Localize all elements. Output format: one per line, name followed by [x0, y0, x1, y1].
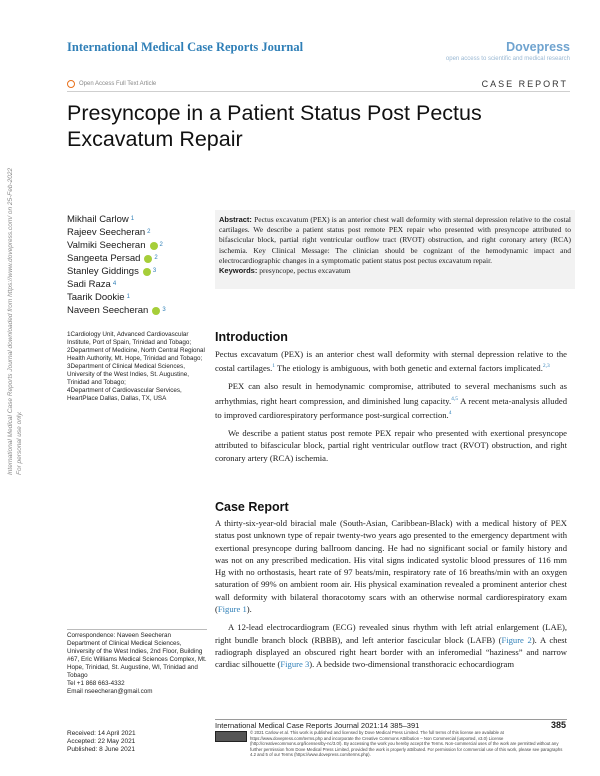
abstract-label: Abstract:	[219, 215, 252, 224]
author[interactable]: Rajeev Seecheran 2	[67, 227, 151, 238]
affiliation: 4Department of Cardiovascular Services, HeartPlace Dallas, Dallas, TX, USA	[67, 387, 182, 402]
page-number: 385	[550, 720, 566, 730]
case-report-heading: Case Report	[215, 500, 289, 514]
author[interactable]: Mikhail Carlow 1	[67, 214, 135, 225]
affiliations	[67, 331, 207, 403]
creative-commons-icon[interactable]	[215, 731, 247, 742]
author[interactable]: Stanley Giddings 3	[67, 266, 157, 277]
case-report-body	[215, 517, 567, 671]
orcid-icon[interactable]	[144, 255, 152, 263]
figure-link[interactable]: Figure 3	[280, 659, 310, 670]
abstract-text: Pectus excavatum (PEX) is an anterior chest wall deformity with sternal depression relative to the costal cartilages. We describe a patient status post remote PEX repair who presented with presyncope attributed to bifascicular block, partial right ventricular outflow tract (RVOT) obstruction, and right coronary artery (RCA) ischemia. Key Clinical Message: The clinician should be cognizant of the hemodynamic impact and electrocardiographic changes in a symptomatic patient status post pectus excavatum repair.	[219, 215, 572, 265]
paragraph: Pectus excavatum (PEX) is an anterior chest wall deformity with sternal depression relative to the costal cartilages.$^1$ The etiology is ambiguous, with both genetic and external factors implicated.$^{2,3}$	[215, 349, 567, 374]
publisher-tagline: open access to scientific and medical research	[445, 56, 570, 62]
download-watermark	[6, 168, 24, 475]
footer-divider	[215, 719, 567, 720]
author-list	[67, 213, 166, 317]
article-dates	[67, 730, 136, 754]
correspondence-email[interactable]: Email nseecheran@gmail.com	[67, 688, 153, 695]
author[interactable]: Taarik Dookie 1	[67, 292, 130, 303]
paragraph: A thirty-six-year-old biracial male (South-Asian, Caribbean-Black) with a medical history of PEX status post unknown type of repair twenty-two years ago presented to the emergency department with exertional presyncope during ballroom dancing. He had no significant social or family history and was not on any prescribed medication. His vital signs indicated systolic blood pressures of 116 mm Hg with no orthostasis, heart rate of 97 beats/min, respiratory rate of 16 breaths/min with an oxygen saturation of 99% on ambient room air. His physical examination revealed a prominent anterior chest wall deformity with bilateral thoracotomy scars with an otherwise normal cardiorespiratory exam (Figure 1).	[215, 518, 567, 615]
citation[interactable]: 1	[272, 363, 276, 370]
publisher-logo[interactable]: Dovepress	[506, 40, 570, 54]
paragraph: A 12-lead electrocardiogram (ECG) revealed sinus rhythm with left atrial enlargement (LAE), right bundle branch block (RBBB), and left anterior fascicular block (LAFB) (Figure 2). A chest radiograph displayed an obscured right heart border with an inferomedial “haziness” and narrow cardiac silhouette (Figure 3). A bedside two-dimensional transthoracic echocardiogram	[215, 622, 567, 670]
correspondence	[67, 632, 207, 696]
footer-journal: International Medical Case Reports Journal 2021:14 385–391	[215, 721, 420, 730]
paragraph: PEX can also result in hemodynamic compromise, attributed to several mechanisms such as arrhythmias, right heart compression, and diminished lung capacity.$^{4,5}$ A recent meta-analysis alluded to improved cardiorespiratory performance post-surgical correction.$^4$	[215, 381, 568, 420]
figure-link[interactable]: Figure 1	[217, 604, 247, 615]
introduction-heading: Introduction	[215, 330, 288, 344]
journal-name[interactable]: International Medical Case Reports Journal	[67, 40, 304, 54]
affiliation: 3Department of Clinical Medical Sciences, University of the West Indies, St. Augustine, Trinidad and Tobago;	[67, 363, 190, 386]
paragraph: We describe a patient status post remote PEX repair who presented with exertional presyncope attributed to bifascicular block, partial right ventricular outflow tract (RVOT) obstruction, and right coronary artery (RCA) ischemia.	[215, 428, 567, 463]
citation[interactable]: 2,3	[542, 363, 550, 370]
correspondence-tel: Tel +1 868 663-4332	[67, 680, 125, 687]
introduction-body	[215, 348, 567, 464]
article-title: Presyncope in a Patient Status Post Pectus Excavatum Repair	[67, 101, 482, 151]
article-type: CASE REPORT	[481, 79, 568, 89]
orcid-icon[interactable]	[150, 242, 158, 250]
header-divider	[67, 91, 570, 92]
keywords-label: Keywords:	[219, 266, 258, 276]
citation[interactable]: 4,5	[451, 395, 459, 402]
open-access-icon	[67, 80, 75, 88]
personal-use-line: For personal use only.	[16, 411, 23, 475]
keywords-text: presyncope, pectus excavatum	[259, 266, 351, 276]
correspondence-address: Department of Clinical Medical Sciences, University of the West Indies, 2nd Floor, Building #67, Eric Williams Medical Sciences Complex, Mt. Hope, Trinidad, St. Augustine, WI, Trinidad and Tobago	[67, 640, 207, 679]
orcid-icon[interactable]	[143, 268, 151, 276]
published-date: Published: 8 June 2021	[67, 746, 135, 753]
author[interactable]: Valmiki Seecheran 2	[67, 240, 163, 251]
figure-link[interactable]: Figure 2	[501, 634, 532, 645]
correspondence-label: Correspondence: Naveen Seecheran	[67, 632, 171, 639]
author[interactable]: Sangeeta Persad 2	[67, 253, 158, 264]
download-watermark-line: International Medical Case Reports Journal downloaded from https://www.dovepress.com/ on 25-Feb-2022	[7, 167, 14, 475]
affiliation: 2Department of Medicine, North Central Regional Health Authority, Mt. Hope, Trinidad and Tobago;	[67, 347, 205, 362]
correspondence-divider	[67, 629, 207, 630]
license-text: © 2021 Carlow et al. This work is published and licensed by Dove Medical Press Limited. The full terms of this license are available at https://www.dovepress.com/terms.php and incorporate the Creative Commons Attribution – Non Commercial (unported, v3.0) License (http://creativecommons.org/licenses/by-nc/3.0/). By accessing the work you hereby accept the Terms. Non-commercial uses of the work are permitted without any further permission from Dove Medical Press Limited, provided the work is properly attributed. For permission for commercial use of this work, please see paragraphs 4.2 and 5 of our Terms (https://www.dovepress.com/terms.php).	[250, 730, 563, 757]
citation[interactable]: 4	[448, 409, 452, 416]
abstract-box	[215, 210, 575, 289]
author[interactable]: Sadi Raza 4	[67, 279, 117, 290]
orcid-icon[interactable]	[152, 307, 160, 315]
received-date: Received: 14 April 2021	[67, 730, 136, 737]
affiliation: 1Cardiology Unit, Advanced Cardiovascular Institute, Port of Spain, Trinidad and Tobago;	[67, 331, 192, 346]
accepted-date: Accepted: 22 May 2021	[67, 738, 136, 745]
author[interactable]: Naveen Seecheran 3	[67, 305, 166, 316]
open-access-label	[67, 80, 156, 88]
open-access-text: Open Access Full Text Article	[79, 81, 157, 87]
